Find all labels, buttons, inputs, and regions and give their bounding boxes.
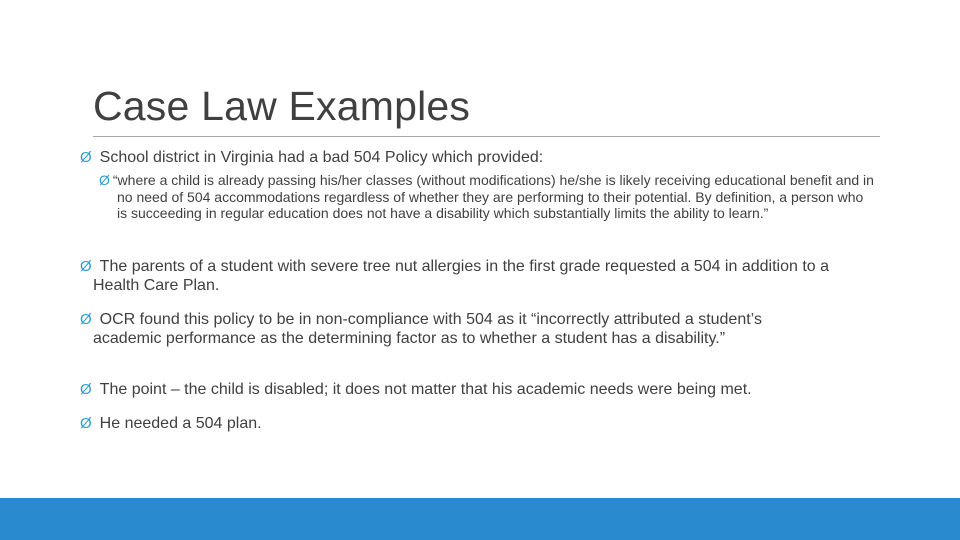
arrow-bullet-icon: Ø: [80, 381, 92, 398]
arrow-bullet-icon: Ø: [80, 258, 92, 275]
slide-title: Case Law Examples: [93, 83, 471, 129]
bullet-virginia-policy: [80, 148, 860, 167]
title-divider: [93, 136, 880, 137]
bullet-text: The parents of a student with severe tree nut allergies in the first grade requested a 504 in addition to a Health Care Plan.: [93, 258, 830, 294]
bullet-text: The point – the child is disabled; it does not matter that his academic needs were being met.: [99, 381, 752, 398]
sub-bullet-text: “where a child is already passing his/her classes (without modifications) he/she is likely receiving educational benefit and in no need of 504 accommodations regardless of whether they are performing to their potential. By definition, a person who is succeeding in regular education does not have a disability which substantially limits the ability to learn.”: [112, 172, 874, 221]
bullet-the-point: [80, 380, 880, 399]
footer-bar: [0, 498, 960, 540]
bullet-text: School district in Virginia had a bad 504 Policy which provided:: [99, 149, 544, 166]
arrow-bullet-icon: Ø: [80, 149, 92, 166]
bullet-ocr-finding: [80, 310, 833, 348]
arrow-bullet-icon: Ø: [80, 415, 92, 432]
arrow-bullet-icon: Ø: [80, 311, 92, 328]
bullet-needed-plan: [80, 414, 880, 433]
arrow-bullet-icon: Ø: [99, 172, 110, 188]
bullet-text: He needed a 504 plan.: [99, 415, 262, 432]
sub-bullet-policy-quote: [99, 172, 877, 222]
bullet-nut-allergies: [80, 257, 863, 295]
bullet-text: OCR found this policy to be in non-compliance with 504 as it “incorrectly attributed a student’s academic performance as the determining factor as to whether a student has a disability.”: [93, 311, 762, 347]
